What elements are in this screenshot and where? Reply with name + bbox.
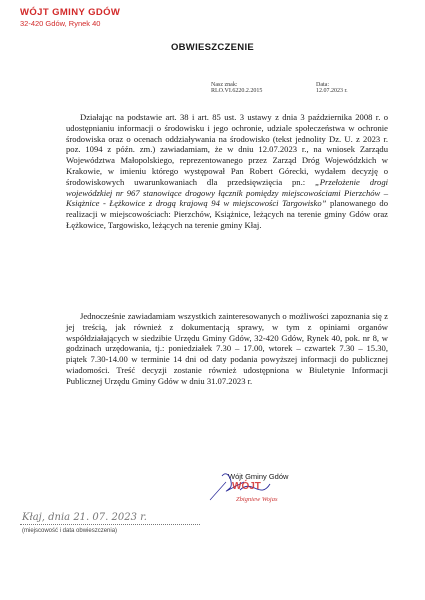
reference-number — [211, 82, 262, 94]
document-title: OBWIESZCZENIE — [170, 42, 255, 53]
paragraph-notice: Jednocześnie zawiadamiam wszystkich zainteresowanych o możliwości zapoznania się z jej treścią, jak również z dokumentacją sprawy, w tym z opiniami organów współdziałających w siedzibie Urzędu Gminy Gdów, 32-420 Gdów, Rynek 40, pok. nr 8, w godzinach urzędowania, tj.: poniedziałek 7.30 – 17.00, wtorek – czwartek 7.30 – 15.30, piątek 7.30-14.00 w terminie 14 dni od daty podania powyższej informacji do publicznej wiadomości. Treść decyzji zostanie również udostępniona w Biuletynie Informacji Publicznej Urzędu Gminy Gdów w dniu 31.07.2023 r. — [66, 311, 388, 386]
signatory-title: Wójt Gminy Gdów — [228, 472, 289, 481]
project-name: „Przełożenie drogi wojewódzkiej nr 967 stanowiące drogowy łącznik pomiędzy miejscowościami Pierzchów – Książnice - Łężkowice z drogą krajową 94 w miejscowości Targowisko” — [66, 176, 389, 209]
date-line — [20, 524, 200, 525]
paragraph-decision-location: planowanego do realizacji w miejscowościach: Pierzchów, Książnice, leżących na terenie gminy Gdów oraz Łężkowice, Targowisko, leżących na terenie gminy Kłaj. — [66, 198, 388, 230]
reference-label: Nasz znak: — [211, 82, 238, 88]
signatory-name: Zbigniew Wojas — [236, 496, 278, 503]
paragraph-decision-intro: Działając na podstawie art. 38 i art. 85 ust. 3 ustawy z dnia 3 października 2008 r. o udostępnianiu informacji o środowisku i jego ochronie, udziale społeczeństwa w ochronie środowiska oraz o ocenach oddziaływania na środowisko (tekst jednolity Dz. U. z 2023 r. poz. 1094 z późn. zm.) zawiadamiam, że w dniu 12.07.2023 r., na wniosek Zarządu Województwa Małopolskiego, reprezentowanego przez Zarząd Dróg Wojewódzkich w Krakowie, w imieniu którego występował Pan Robert Górecki, wydałem decyzję o środowiskowych uwarunkowaniach dla przedsięwzięcia pn.: — [66, 112, 388, 187]
paragraph-decision — [66, 112, 388, 231]
document-date — [316, 82, 348, 94]
posting-date-label: (miejscowość i data obwieszczenia) — [22, 528, 118, 534]
office-stamp — [20, 7, 120, 28]
reference-value: RLO.VI.6220.2.2015 — [211, 88, 263, 94]
handwritten-date-text: Kłaj, dnia 21. 07. 2023 r. — [22, 512, 147, 523]
signature-stamp: WÓJT — [232, 481, 261, 492]
date-value: 12.07.2023 r. — [316, 88, 348, 94]
office-name: WÓJT GMINY GDÓW — [20, 7, 121, 18]
date-label: Data: — [316, 82, 329, 88]
office-address: 32-420 Gdów, Rynek 40 — [20, 19, 101, 28]
